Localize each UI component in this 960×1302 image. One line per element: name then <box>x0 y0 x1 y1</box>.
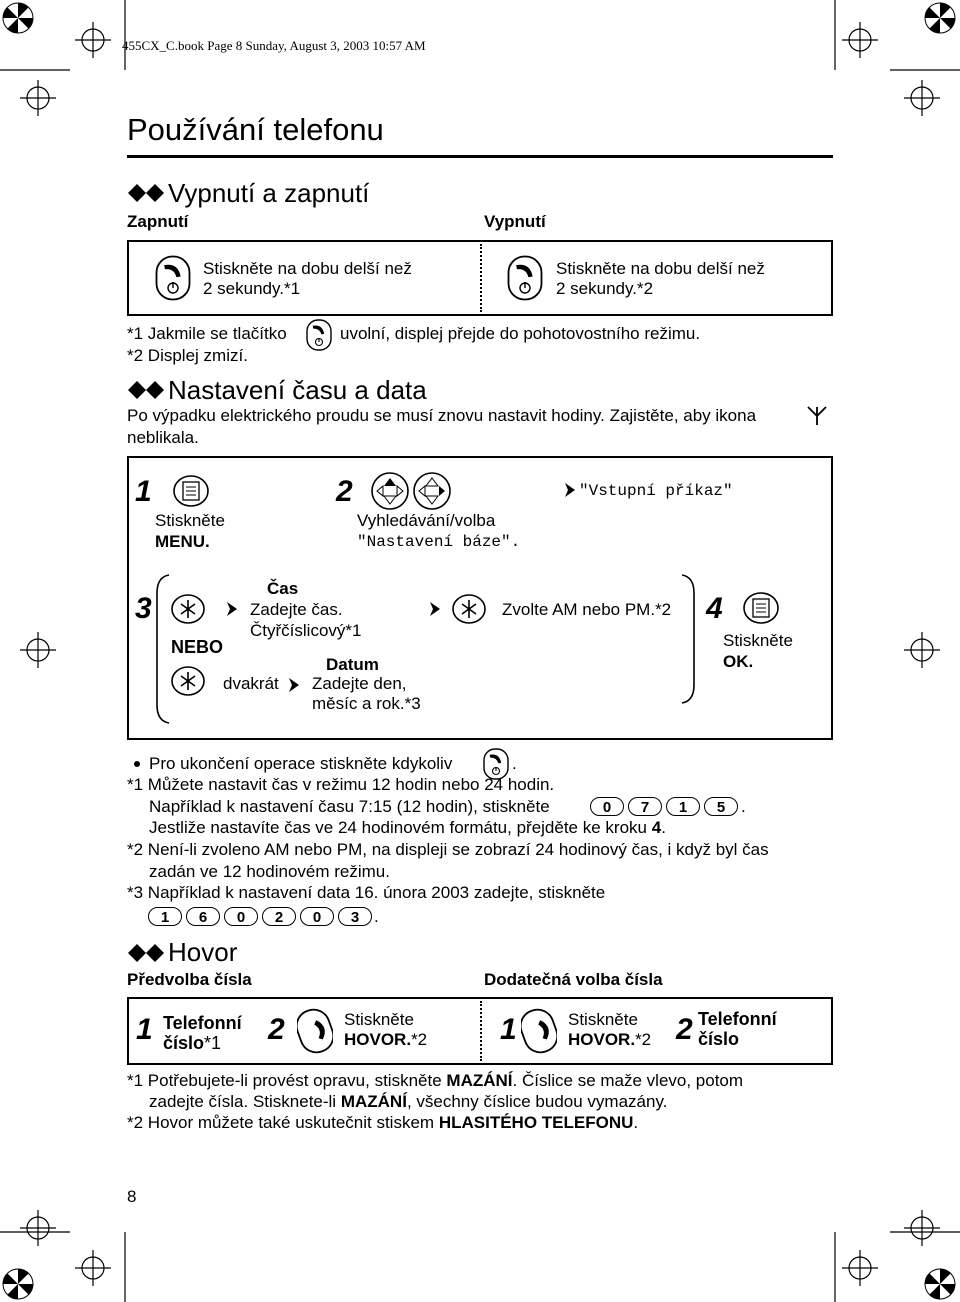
arrow-right-icon <box>225 600 239 618</box>
registration-mark-icon <box>904 80 940 116</box>
section-title-call: Hovor <box>168 937 238 967</box>
power-on-text-2: 2 sekundy.*1 <box>203 279 301 298</box>
b-step2-text-2: číslo <box>698 1029 740 1049</box>
end-note-dot: . <box>512 754 517 773</box>
note3-line1: *3 Například k nastavení data 16. února 2003 zadejte, stiskněte <box>127 883 606 902</box>
asterisk-key-icon <box>170 665 206 697</box>
arrow-right-icon <box>563 481 577 499</box>
twice-label: dvakrát <box>223 674 279 693</box>
starburst-mark-icon <box>925 1269 955 1299</box>
power-key-icon <box>306 319 332 351</box>
step-number: 2 <box>268 1013 285 1046</box>
registration-mark-icon <box>20 80 56 116</box>
registration-mark-icon <box>75 1250 111 1286</box>
digit-key: 0 <box>300 907 334 926</box>
label-power-off: Vypnutí <box>484 212 546 231</box>
section-bullet-icon <box>127 379 167 401</box>
note1-line3: Jestliže nastavíte čas ve 24 hodinovém formátu, přejděte ke kroku 4. <box>149 818 666 837</box>
starburst-mark-icon <box>3 3 33 33</box>
arrow-right-icon <box>287 676 301 694</box>
call-divider <box>480 1001 482 1061</box>
digit-key: 2 <box>262 907 296 926</box>
datetime-intro-1: Po výpadku elektrického proudu se musí znovu nastavit hodiny. Zajistěte, aby ikona <box>127 406 757 425</box>
navigator-key-icon <box>370 470 452 512</box>
power-note-2: *2 Displej zmizí. <box>127 346 248 365</box>
ampm-text: Zvolte AM nebo PM.*2 <box>502 600 672 619</box>
registration-mark-icon <box>20 1210 56 1246</box>
display-text: "Vstupní příkaz" <box>579 482 733 500</box>
step2-text: Vyhledávání/volba <box>357 511 496 530</box>
step1-key: MENU. <box>155 532 210 551</box>
power-key-icon <box>155 255 191 301</box>
step4-text: Stiskněte <box>723 631 793 650</box>
step-number: 1 <box>135 475 152 508</box>
registration-mark-icon <box>75 22 111 58</box>
talk-key-icon <box>297 1008 333 1054</box>
digit-key: 1 <box>148 907 182 926</box>
step-number: 3 <box>135 592 152 625</box>
section-title-datetime: Nastavení času a data <box>168 375 427 405</box>
page-number: 8 <box>127 1187 137 1206</box>
b-step1-key-line: HOVOR.*2 <box>568 1030 652 1049</box>
note2-line2: zadán ve 12 hodinovém režimu. <box>149 862 390 881</box>
menu-key-icon <box>172 474 210 508</box>
a-step2-key-line: HOVOR.*2 <box>344 1030 428 1049</box>
note2-line1: *2 Není-li zvoleno AM nebo PM, na displeji se zobrazí 24 hodinový čas, i když byl čas <box>127 840 769 859</box>
step1-text: Stiskněte <box>155 511 225 530</box>
bracket-right <box>680 573 696 705</box>
time-format: Čtyřčíslicový*1 <box>250 621 362 640</box>
date-text-1: Zadejte den, <box>312 674 407 693</box>
a-step1-text-2: číslo*1 <box>163 1033 222 1053</box>
call-note1-line2: zadejte čísla. Stisknete-li MAZÁNÍ, všechny číslice budou vymazány. <box>149 1092 668 1111</box>
section-bullet-icon <box>127 182 167 204</box>
step-number: 2 <box>676 1013 693 1046</box>
digit-key: 0 <box>590 797 624 816</box>
bullet-dot <box>134 761 140 767</box>
antenna-icon <box>806 405 828 427</box>
registration-mark-icon <box>904 1210 940 1246</box>
talk-key-icon <box>521 1008 557 1054</box>
starburst-mark-icon <box>3 1269 33 1299</box>
a-step1-text-1: Telefonní <box>163 1013 242 1033</box>
power-off-text-2: 2 sekundy.*2 <box>556 279 654 298</box>
note1-line1: *1 Můžete nastavit čas v režimu 12 hodin nebo 24 hodin. <box>127 775 555 794</box>
power-key-icon <box>507 255 543 301</box>
file-info-header: 455CX_C.book Page 8 Sunday, August 3, 2003 10:57 AM <box>122 38 426 53</box>
title-rule <box>127 155 833 158</box>
label-power-on: Zapnutí <box>127 212 189 231</box>
end-note: Pro ukončení operace stiskněte kdykoliv <box>149 754 453 773</box>
registration-mark-icon <box>904 632 940 668</box>
or-label: NEBO <box>171 637 224 657</box>
power-note-1a: *1 Jakmile se tlačítko <box>127 324 287 343</box>
time-text: Zadejte čas. <box>250 600 343 619</box>
registration-mark-icon <box>842 22 878 58</box>
time-label: Čas <box>267 579 299 598</box>
page-title: Používání telefonu <box>127 112 384 147</box>
digit-key: 1 <box>666 797 700 816</box>
call-note1-line1: *1 Potřebujete-li provést opravu, stiskněte MAZÁNÍ. Číslice se maže vlevo, potom <box>127 1071 744 1090</box>
digit-key: 6 <box>186 907 220 926</box>
note1-line2: Například k nastavení času 7:15 (12 hodin), stiskněte <box>149 797 550 816</box>
datetime-intro-2: neblikala. <box>127 428 199 447</box>
b-step2-text-1: Telefonní <box>698 1009 777 1029</box>
bracket-left <box>155 573 171 725</box>
power-note-1b: uvolní, displej přejde do pohotovostního režimu. <box>340 324 701 343</box>
section-bullet-icon <box>127 942 167 964</box>
b-step1-text: Stiskněte <box>568 1010 638 1029</box>
power-divider <box>480 244 482 312</box>
starburst-mark-icon <box>925 3 955 33</box>
asterisk-key-icon <box>170 593 206 625</box>
registration-mark-icon <box>842 1250 878 1286</box>
label-postdial: Dodatečná volba čísla <box>484 970 663 989</box>
asterisk-key-icon <box>451 593 487 625</box>
step2-value: "Nastavení báze". <box>357 533 521 551</box>
step-number: 1 <box>136 1013 153 1046</box>
date-text-2: měsíc a rok.*3 <box>312 694 421 713</box>
label-predial: Předvolba čísla <box>127 970 252 989</box>
digit-key: 7 <box>628 797 662 816</box>
digit-key: 3 <box>338 907 372 926</box>
call-note2: *2 Hovor můžete také uskutečnit stiskem HLASITÉHO TELEFONU. <box>127 1113 639 1132</box>
digit-key: 5 <box>704 797 738 816</box>
section-title-power: Vypnutí a zapnutí <box>168 178 370 208</box>
date-label: Datum <box>326 655 379 674</box>
step4-key: OK. <box>723 652 754 671</box>
a-step2-text: Stiskněte <box>344 1010 414 1029</box>
power-on-text-1: Stiskněte na dobu delší než <box>203 259 412 278</box>
menu-key-icon <box>742 591 780 625</box>
digit-key: 0 <box>224 907 258 926</box>
power-off-text-1: Stiskněte na dobu delší než <box>556 259 765 278</box>
step-number: 4 <box>706 592 723 625</box>
arrow-right-icon <box>428 600 442 618</box>
registration-mark-icon <box>20 632 56 668</box>
step-number: 1 <box>500 1013 517 1046</box>
step-number: 2 <box>336 475 353 508</box>
